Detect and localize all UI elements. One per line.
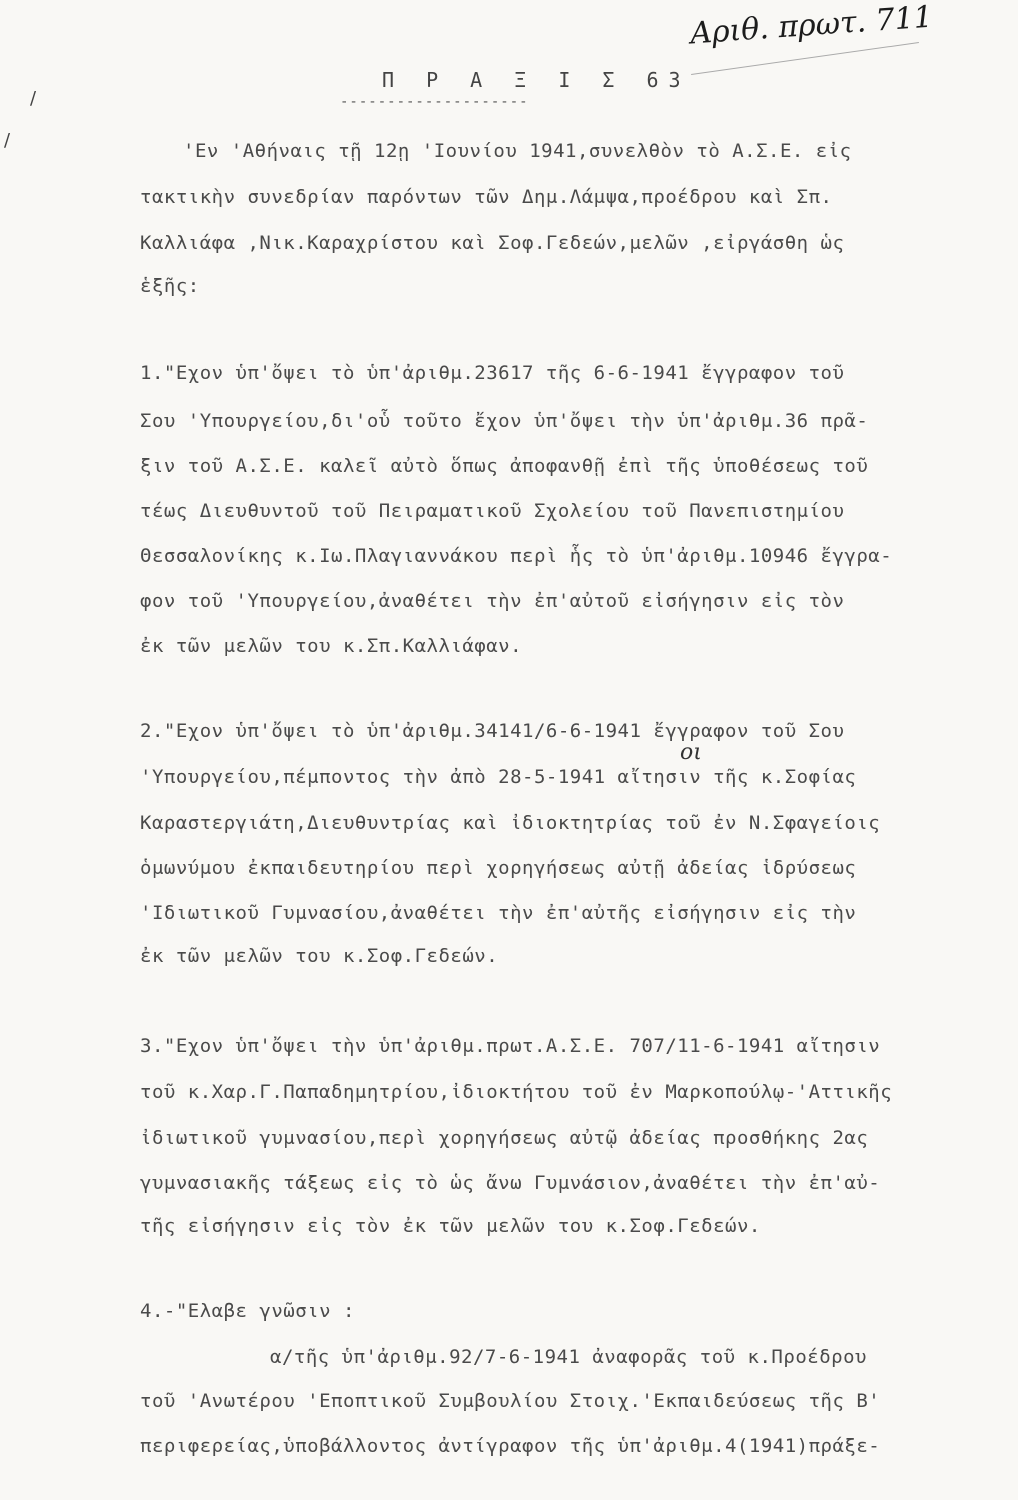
item-2-line: 2."Εχον ὑπ'ὄψει τὸ ὑπ'ἀριθμ.34141/6-6-1941 ἔγγραφον τοῦ Σου xyxy=(140,720,845,742)
handwritten-insert: οι xyxy=(680,740,702,765)
margin-mark: / xyxy=(30,88,37,109)
item-1-line: ξιν τοῦ Α.Σ.Ε. καλεῖ αὐτὸ ὅπως ἀποφανθῇ ἐπὶ τῆς ὑποθέσεως τοῦ xyxy=(140,455,869,477)
item-2-line: 'Υπουργείου,πέμποντος τὴν ἀπὸ 28-5-1941 αἴτησιν τῆς κ.Σοφίας xyxy=(140,766,857,788)
title-underline: -------------------- xyxy=(340,94,529,110)
item-2-line: ἐκ τῶν μελῶν του κ.Σοφ.Γεδεών. xyxy=(140,945,499,967)
item-3-line: γυμνασιακῆς τάξεως εἰς τὸ ὡς ἄνω Γυμνάσιον,ἀναθέτει τὴν ἐπ'αὐ- xyxy=(140,1172,881,1194)
item-3-line: 3."Εχον ὑπ'ὄψει τὴν ὑπ'ἀριθμ.πρωτ.Α.Σ.Ε. 707/11-6-1941 αἴτησιν xyxy=(140,1035,881,1057)
intro-line: ἑξῆς: xyxy=(140,275,200,297)
item-4-line: περιφερείας,ὑποβάλλοντος ἀντίγραφον τῆς ὑπ'ἀριθμ.4(1941)πράξε- xyxy=(140,1435,881,1457)
item-2-line: 'Ιδιωτικοῦ Γυμνασίου,ἀναθέτει τὴν ἐπ'αὐτῆς εἰσήγησιν εἰς τὴν xyxy=(140,902,857,924)
item-2-line: ὁμωνύμου ἐκπαιδευτηρίου περὶ χορηγήσεως αὐτῇ ἀδείας ἱδρύσεως xyxy=(140,857,857,879)
intro-line: τακτικὴν συνεδρίαν παρόντων τῶν Δημ.Λάμψα,προέδρου καὶ Σπ. xyxy=(140,186,833,208)
item-1-line: φον τοῦ 'Υπουργείου,ἀναθέτει τὴν ἐπ'αὐτοῦ εἰσήγησιν εἰς τὸν xyxy=(140,590,845,612)
item-4-line: α/τῆς ὑπ'ἀριθμ.92/7-6-1941 ἀναφορᾶς τοῦ κ.Προέδρου xyxy=(270,1346,867,1368)
intro-line: 'Εν 'Αθήναις τῇ 12ῃ 'Ιουνίου 1941,συνελθὸν τὸ Α.Σ.Ε. εἰς xyxy=(183,140,852,162)
item-1-line: τέως Διευθυντοῦ τοῦ Πειραματικοῦ Σχολείου τοῦ Πανεπιστημίου xyxy=(140,500,845,522)
item-3-line: ἰδιωτικοῦ γυμνασίου,περὶ χορηγήσεως αὐτῷ ἀδείας προσθήκης 2ας xyxy=(140,1127,869,1149)
item-2-line: Καραστεργιάτη,Διευθυντρίας καὶ ἰδιοκτητρίας τοῦ ἐν Ν.Σφαγείοις xyxy=(140,812,881,834)
item-1-line: ἐκ τῶν μελῶν του κ.Σπ.Καλλιάφαν. xyxy=(140,635,523,657)
item-1-line: Θεσσαλονίκης κ.Ιω.Πλαγιαννάκου περὶ ἧς τὸ ὑπ'ἀριθμ.10946 ἔγγρα- xyxy=(140,545,893,567)
handwritten-reference-note: Αριθ. πρωτ. 711 xyxy=(689,0,934,52)
margin-mark: / xyxy=(4,130,11,151)
item-3-line: τῆς εἰσήγησιν εἰς τὸν ἐκ τῶν μελῶν του κ.Σοφ.Γεδεών. xyxy=(140,1215,761,1237)
item-4-line: 4.-"Ελαβε γνῶσιν : xyxy=(140,1300,355,1322)
item-1-line: Σου 'Υπουργείου,δι'οὗ τοῦτο ἔχον ὑπ'ὄψει τὴν ὑπ'ἀριθμ.36 πρᾶ- xyxy=(140,410,869,432)
item-3-line: τοῦ κ.Χαρ.Γ.Παπαδημητρίου,ἰδιοκτήτου τοῦ ἐν Μαρκοπούλῳ-'Αττικῆς xyxy=(140,1081,893,1103)
item-4-line: τοῦ 'Ανωτέρου 'Εποπτικοῦ Συμβουλίου Στοιχ.'Εκπαιδεύσεως τῆς Β' xyxy=(140,1390,881,1412)
intro-line: Καλλιάφα ,Νικ.Καραχρίστου καὶ Σοφ.Γεδεών,μελῶν ,εἰργάσθη ὡς xyxy=(140,232,845,254)
page-title: Π Ρ Α Ξ Ι Σ 63 xyxy=(382,68,691,92)
item-1-line: 1."Εχον ὑπ'ὄψει τὸ ὑπ'ἀριθμ.23617 τῆς 6-6-1941 ἔγγραφον τοῦ xyxy=(140,362,845,384)
